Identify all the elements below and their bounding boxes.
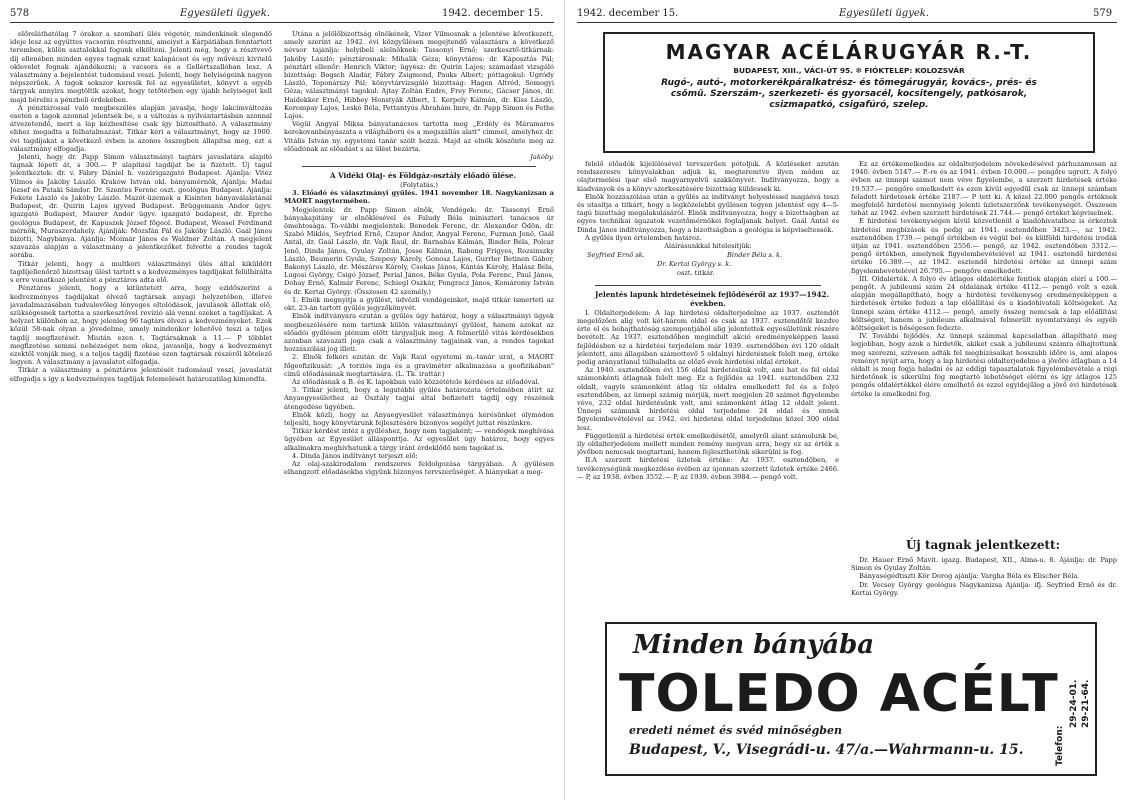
signer-secretary: Dr. Kertai György s. k.	[657, 260, 732, 269]
signature: Jakóby.	[530, 153, 554, 162]
signer-title: oszt. titkár.	[677, 269, 715, 278]
paragraph: Megjelentek: dr. Papp Simon elnök, Vendégek: dr. Tassonyi Ernő bányakapitány úr elnöklésével és Faludy Béla miniszteri tanácsos úr ömehtosága. To-vábbi megjelentek: Benedek Ferenc, dr. Alexander Ödön, dr. Szabó Miklós, Seyfried Ernő, Czupor Andor, Angyal Ferenc, Furman Jenő, Gaál Antal, dr. Gaál László, dr. Vajk Raul, dr. Barnabás Kálmán, Binder Béla, Polcar Jenő, Dinda János, Gyulay Zoltán, Josse Kálmán, Rabong Frigyes, Rozsinszky László, Baumerin Gyula, Szepesy Károly, Gonosz Lajos, Gurrler Betinen Gábor, Bakonyi László, dr. Mészáros Károly, Csokas János, Kántás Károly, Halász Béla, Lugosi György, Csigó József, Perial János, Béke Gyula, Pola Ferenc, Paul János, Dohay Ernő, Kalmár Ferenc, Schiegl Oszkár, Pongracz János, Komáromy István és dr. Kertai György. (Összesen 42 személy.)	[284, 205, 554, 296]
page-number-right: 579	[1093, 8, 1113, 19]
paragraph: 2. Elnök felkéri ezután dr. Vajk Raul egyetemi m.-tanár urat, a MAORT főgeofizikusát: „A torziós inga és a graviméter alkalmazása a geofizikában" című előadásának megtartására. (L. Tk. irattár.)	[284, 353, 554, 378]
paragraph: Jelenti, hogy dr. Papp Simon választmányi tagtárs javaslatára alapító tagnak lépett át, s 300.— P alapítási tagdíjat be is fizetett. Új tagul jelentkeztek: dr. v. Fábry Dániel h. vezérigazgató Budapest. Ajánlja: Vitéz Vilmos és Jakóby László. Kraków István okl. bányamérnök, Ajánlja: Mádai József és Pataki Sándor. Dr. Szentes Ferenc oszt. geológus Budapest. Ajánlja: Fekete László és Jakóby László. Mazót-üzemek a Kisinten bányaválalatánál Budapest, dr. Quirin Lajos igyved Budapest. Brüggemann Andor ügyv. igazgató Budapest, Maurer Andor ügyv. igazgató budapest, dr. Eprche geológus Budapest, dr. Kapuszek József főgeol. Budapest, Wessel Ferdinand mérnök, Muraszerdahely. Ajánlják: Mozsfán Pál és Jakóby László. Gaál János bizotti, Nagybánya. Ajánlja: Moimár János és Waldner Zoltán. A megjelent szavazás alapján a választmány a jelentkezőket felvette a rendes tagok sorába.	[10, 153, 272, 260]
paragraph: 1. Elnök megnyitja a gyűlést, üdvözli vendégeinket, majd titkár ismerteti az okt. 23-án tartott gyűlés jegyzőkönyvét.	[284, 295, 554, 313]
ad-company-address: BUDAPEST, XIII., VÁCI-ÚT 95. ✻ FIÓKTELEP: KOLOZSVÁR	[733, 66, 965, 75]
paragraph: IV. További fejlődés. Az ünnepi számmal kapcsolatban állapítható meg legjobban, hogy azok a hirdetők, akiket csak a jubileumi számra ólhajtottunk meg szerezni, szívesen adták fel megbízásaikat hosszabb időre is, ami alapos reményt nyújt arra, hogy a lap hirdetési oldalterjedelme a jövőre átlagban a 14 oldalt is meg fogja haladni és az eddigi tapasztalatok figyelembevétele a régi hirdetőnek is sikerülni fog megtartó lehetőséget elérni és így átlagos 125 pengős oldalértékkel élére emelhető és ezzel egyidejűleg a jövő évi hirdetések értéke is emelkedni fog.	[851, 332, 1117, 398]
right-column-1	[577, 160, 839, 615]
issue-date-left: 1942. december 15.	[442, 8, 544, 19]
paragraph: III. Oldalérték. A folyó év átlagos oldalértéke fentiek alapján elérí a 100.— pengőt. A jubileumi szám 24 oldalának értéke 4112.— pengő volt s ezek alapján megállapítható, hogy a hirdetési tevékenység eredményeképpen a hirdetések értéke fedezi a lap előállítási és a kiadóhivatali költségeket. Az ünnepi szám értéke 4112.— pengő, amely összeg nemcsak a lap előállítási költségeit, hanem a jubileum alkalmával felmerült nyomtatványi és egyéb költségeket is bőségesen fedezte.	[851, 274, 1117, 333]
report-heading: Jelentés lapunk hirdetéseinek fejlődéséről az 1937—1942. években.	[595, 290, 829, 309]
ad-subline: eredeti német és svéd minőségben	[629, 724, 842, 737]
running-head-left	[10, 8, 554, 22]
paragraph: Elnök indítványára ezután a gyűlés úgy határoz, hogy a választmányi ügyek megbeszélésére nem tartunk külön választmányi gyűlést, hanem azokat az előadói gyűlésen plénum előtt tárgyaljuk meg. A felmerülő vitás kérdésekben azonban szavazati joga csak a választmány tagjainak van, a rendes tagokat hozzászólási jog illeti.	[284, 312, 554, 354]
left-column-2	[284, 30, 554, 795]
ad-company-name: MAGYAR ACÉLÁRUGYÁR R.-T.	[665, 40, 1033, 64]
paragraph: Utána a jelölőbizottság elnökének, Vizer Vilmosnak a jelentése következett, amely szerint az 1942. évi közgyűlésen megejtendő választásra a következő névsor tajánlja: helyibeli alelnöknek: Tassonyi Ernő; szerkesztő-titkárnak: Jakóby László; pénztárosnak: Mihalik Géza; könyvtáros: dr. Káposztás Pál; pénztári ellenőr: Henrich Viktor; ügyész: dr. Quirin Lajos; számadást vizsgáló bizottság: Bogsch Aladár, Fábry Zsigmond, Pauks Albert; póttagokul: Ugródy László, Toponárszy Pál; könyvtárvizsgáló bizottság: Hagen Altréd, Somogyi Géza; választmányi tagokul: Ajtay Zoltán Endre, Frey Ferenc, Gácser János, dr. Haidekker Ernő, Hibbey Honstyák Albert, I. Kerpely Kálmán, dr. Kiss László, Korompay Lajos, Leskó Béla, Pettantyús Ábrahám Imre, dr. Papp Simon és Pethe Lajos.	[284, 30, 554, 121]
paragraph: Az olaj-szakirodalom rendszeres feldolgozása tárgyában. A gyűlésen elhangzott előadásokba vigyünk bizonyos tervszerűséget. A hiányokat a meg-	[284, 459, 554, 477]
paragraph: 4. Dinda János indítványt terjeszt elő:	[292, 451, 418, 460]
paragraph: Függetlenül a hirdetési érték emelkedésétől, amelyről alant számolunk be, ily oldalterjedelem mellett minden remény megvan arra, hogy ez az érték a jövőben nemcsak megtartani, hanem fejleszthetőnk sikerülni is fog.	[577, 431, 839, 457]
advertisement-toledo-acel	[605, 622, 1097, 776]
header-rule-right	[577, 22, 1117, 23]
paragraph: Elnök közli, hogy az Anyaegyesület választmánya kérésünket olymódon teljesíti, hogy könyvtárunk fejlesztésére bizonyos segélyt juttat részünkre.	[284, 410, 554, 427]
paragraph: Az előadásnak a B. és K. lapokban való közzététele kérdéses az előadóval.	[292, 377, 540, 386]
ad-address: Budapest, V., Visegrádi-u. 47/a.—Wahrmann-u. 15.	[629, 742, 1024, 758]
paragraph: A gyűlés ilyen értelemben határoz.	[585, 233, 702, 242]
paragraph: 3. Titkár jelenti, hogy a legutóbbi gyűlés határozata értelmében átírt az Anyaegyesülethez az Osztály tagjai által befizetett tagdíj egy részének átengedése ügyében.	[284, 386, 554, 411]
section-divider	[595, 285, 821, 286]
paragraph: Titkár kérdést intéz a gyűléshez, hogy nem tagjaként; — vendégek meghívása ügyében az Egyesület állásponttja. Az egyesület úgy határoz, hogy egyes alkalmakra meghívhatunk a tárgy iránt érdeklődő nem tagokat is.	[284, 427, 554, 452]
header-rule-left	[10, 22, 554, 23]
paragraph: Titkár jelenti, hogy a multkori választmányi ülés által kiküldött tagdíjellenőrző bizottság ülést tartott s a kedvezményes tagdíjakat felülbírálta s erre vonatkozó jelentést a pénztáros adta elő.	[10, 259, 272, 285]
agenda-item: 3. Előadó és választmányi gyűlés. 1941 november 18. Nagykanizsan a MAORT nagytermében.	[284, 189, 554, 206]
journal-title-right: Egyesületi ügyek.	[839, 8, 929, 19]
paragraph: II.A szerzett hirdetési üzletek értéke: Az 1937. esztendőben, e tevékenységünk megkezdése évében az újonnan szerzett üzletek értéke 2466.— P, az 1938. évben 3552.— P, az 1939. évben 3984.— pengő volt.	[577, 456, 839, 481]
paragraph: felelő előadók kijelölésével tervszerűen pótoljuk. A közléseket azután rendszeresre könyvalakban adjuk ki, megteremtve ilyen módon az olajtermelési ipar első magyarnyelvű szakkönyvét. Indítványozza, hogy a kiadványok és a könyv szerkesztésére bizottság küldessék ki.	[577, 160, 839, 193]
paragraph: A pénztárossal való megbeszélés alapján javaslja, hogy lakcímváltozás esetén a tagok azonnal jelentsék be, s a változás a nyilvántartásban azonnal átvezetendő, mert a lap kézbesítése csak így biztosítható. A választmány ehhez megadta a felhatalmazást. Titkár kéri a választmányt, hogy az 1900. évi tagdíjakat a következő évben is azonos összegben állapítsa meg, ezt a választmány elfogadja.	[10, 103, 272, 153]
section-heading: A Vidéki Olaj- és Földgáz-osztály előadó ülése.	[330, 171, 516, 181]
section-subheading: (Folytatás.)	[400, 181, 438, 190]
paragraph: E hirdetési tevékenységen kívül közvetlenül a kiadóhivatalhoz is érkeztek hirdetési megbízások és pedig az 1941. esztendőben 3423.—, az 1942. esztendőben 1739.— pengő értékben és végül bel- és külföldi hirdetési irodák útján az 1941. esztendőben 2556.— pengő, az 1942. esztendőben 3312.— pengő értékben, amelynek figyelembevételével az 1941. esztendő hirdetési értéke 16.389.—, az 1942. esztendő hirdetési értéke az ünnepi szám figyelembevételével 26.795.— pengőre emelkedett.	[851, 217, 1117, 275]
issue-date-right: 1942. december 15.	[577, 8, 679, 19]
new-member-entry: Dr. Vecsey György geológus Nagykanizsa Ajánlja: ifj. Seyfried Ernő és dr. Kertai György.	[851, 580, 1117, 597]
paragraph: Ez az értékemelkedés az oldalterjedelem növekedésével párhuzamosan az 1940. évben 5147.— P.-re és az 1941. évben 10.000.— pengőre ugrott. A folyó évben az ünnepi számot nem véve figyelembe, a szerzett hirdetések értéke 19.537.— pengőre emelkedett és ezen kívül egyedül csak az ünnepi számban feladott hirdetések értéke 2187.— P tett ki. A közel 22.000 pengős értéknek megfelelő hirdetési mennyiség jelenti üzletszerzőnk tevékenységét. Összesen tehát az 1942. évben szerzett hirdetések 21.744.— pengő értéket képviselnek.	[851, 160, 1117, 218]
new-members-list	[851, 556, 1117, 616]
section-divider	[302, 166, 536, 167]
paragraph: Elnök hozzászólása után a gyűlés az indítványt helyesléssel magáévá teszi és utasítja a titkárt, hogy a legközelebbi gyűlésen tegyen jelentést egy 4—5-tagú bizottság megalakulásáról. Elnök indítványozza, hogy a bizottságban az egyes technikai ágazatok vezetőmérnökei foglaljanak helyet. Gaál Antal és Dinda János indítványozza, hogy a bizottságban a geológia is képviseltessék.	[577, 192, 839, 234]
paragraph: I. Oldalterjedelem: A lap hirdetési oldalterjedelme az 1937. esztendőt megelőzően alig volt két-három oldal és csak az 1937. esztendőtől kezdve érte el és behajthatóság szempontjából alig jelentettek egyesületünk részére bevételt. Az 1937. esztendőben megindult akció eredményeképpen lassú fejlődésben ez a hirdetési terjedelem már 1939. esztendőben évi 120 oldalt jelentett, ami állagában számottevő 5 oldalnyi hirdetésnek felelt meg, értéke pedig arányatlanul túlhaladta az előző évek hirdetési oldal értékét.	[577, 308, 839, 367]
right-column-2	[851, 160, 1117, 532]
new-member-entry: Bányaségédtiszti Kör Dorog ajánlja: Vargha Béla és Elischer Béla.	[859, 572, 1080, 581]
paragraph: Pénztáros jelenti, hogy a kitüntetett arra, hogy ezidőszerint a kedvezményes tagdíjakat élvező tagtársak anyagi helyzetében, illetve javadalmazásában tudvalevőleg lényeges eltolódások, javulások állottak elő, szükségesnek tartotta a szerkesztővel revízió alá venni ezeket a tagdíjakat. A helyzet különben az, hogy jelenleg 96 tagtárs élvezi a kedvezményeket. Ezek közül 58-nak olyan a jövedelme, amely mindenkor lehetővé teszi a teljes tagdíj megfizetését. Miután ezen t. Tagtársaknak a 11.— P többlet megfizetése semmi nehézséget nem okoz, javasolja, hogy a kedvezményt ezektől vonják meg, s a teljes tagdíj fizetése ezen tagtársak részéről kötelező legyen. A választmány a javaslatot elfogadja.	[10, 284, 272, 367]
page-number-left: 578	[10, 8, 30, 19]
left-column-1	[10, 30, 272, 795]
ad-phone-block	[1051, 628, 1095, 768]
paragraph: Titkár a választmány a pénztáros jelentését tudomásul veszi, javaslatát elfogadja s így a kedvezményes tagdíjak felemelését határozatilag kimondta.	[10, 366, 272, 383]
ad-script-line: Minden bányába	[633, 630, 875, 660]
signatures-block	[577, 250, 839, 280]
attestation-line: Aláírásunkkal hitelesítjük:	[664, 242, 752, 251]
ad-headline: TOLEDO ACÉLT	[619, 664, 1059, 724]
signer-right: Binder Béla s. k.	[727, 251, 783, 260]
advertisement-acelarugyar	[603, 32, 1095, 153]
ad-phone-1: 29-24-01.	[1069, 679, 1079, 728]
right-page	[565, 0, 1129, 800]
paragraph: Az 1940. esztendőben évi 156 oldal hirdetésünk volt, ami hat és fél oldal számonkénti átlagnak felelt meg. Ez a fejlődés az 1941. esztendőben 232 oldalt, vagyis számonként átlag tíz oldalra emelkedett fel és a folyó esztendőben, az ünnepi számig mérjük, mert megjelen 20 számot figyelembe véve, 232 oldal hirdetésünk volt, ami számonként átlag 12 oldalt jelent. Ünnepi számunk hirdetési oldal terjedelme 24 oldal és ennek figyelembevételével az 1942. évi hirdetési oldal terjedelme közel 300 oldal lesz.	[577, 366, 839, 432]
paragraph: Végül Angyal Miksa bányatanácsos tartotta meg „Erdély és Máramaros kerekovanbányászata a világháború és a megszállás alatt" címmel, amelyhez dr. Vitális István ny. egyetemi tanár szólt hozzá. Majd az elnök köszönte meg az előadónak az előadást s az ülést bezárta.	[284, 120, 554, 153]
ad-phone-label: Telefon:	[1055, 725, 1065, 766]
ad-company-products: Rugó-, autó-, motorkerékpáralkatrész- és tömegárugyár, kovács-, prés- és csőmű. Szerszám-, szerkezeti- és gyorsacél, kocsitengely, patkósarok, csizmapatkó, csigafúró, szelep.	[661, 78, 1037, 110]
new-members-heading: Új tagnak jelentkezett:	[905, 538, 1061, 552]
running-head-right	[577, 8, 1117, 22]
journal-title-left: Egyesületi ügyek.	[180, 8, 270, 19]
signer-left: Seyfried Ernő sk.	[587, 251, 645, 260]
ad-phone-2: 29-21-64.	[1081, 679, 1091, 728]
new-member-entry: Dr. Hauer Ernő Mavit. igazg. Budapest, XII., Alma-u. 6. Ajánlja: dr. Papp Simon és Gyulay Zoltán.	[851, 556, 1117, 573]
left-page	[0, 0, 564, 800]
paragraph: előreláthatólag 7 órakor a szombati ülés végetér, mindenkinek elegendő ideje lesz az együttes vacsorán résztvenni, ameiyet a Kárpátiában fenntartott teremben, külön asztalokkal fogunk elkölteni. Jelenti még, hogy a résztvevő díj ellenében minden egyes tagnak ezust kalapácsot és egy művészi kivitelű oklevelet fognak ajándékozni; a vacsora és a Gellértszallóban lesz. A választmány a bejelentést tudomásul veszi. Jelenti, hogy helyiségeink nagyon népszerűek. A tagok sokszor keresik fel az egyesületet, könyvt a egyéb tárgyak annyira megtöltik azokat, hogy tetőtérben egy újabb helyiséget kell majd bérelni a pénzbeli érdekében.	[10, 30, 272, 104]
